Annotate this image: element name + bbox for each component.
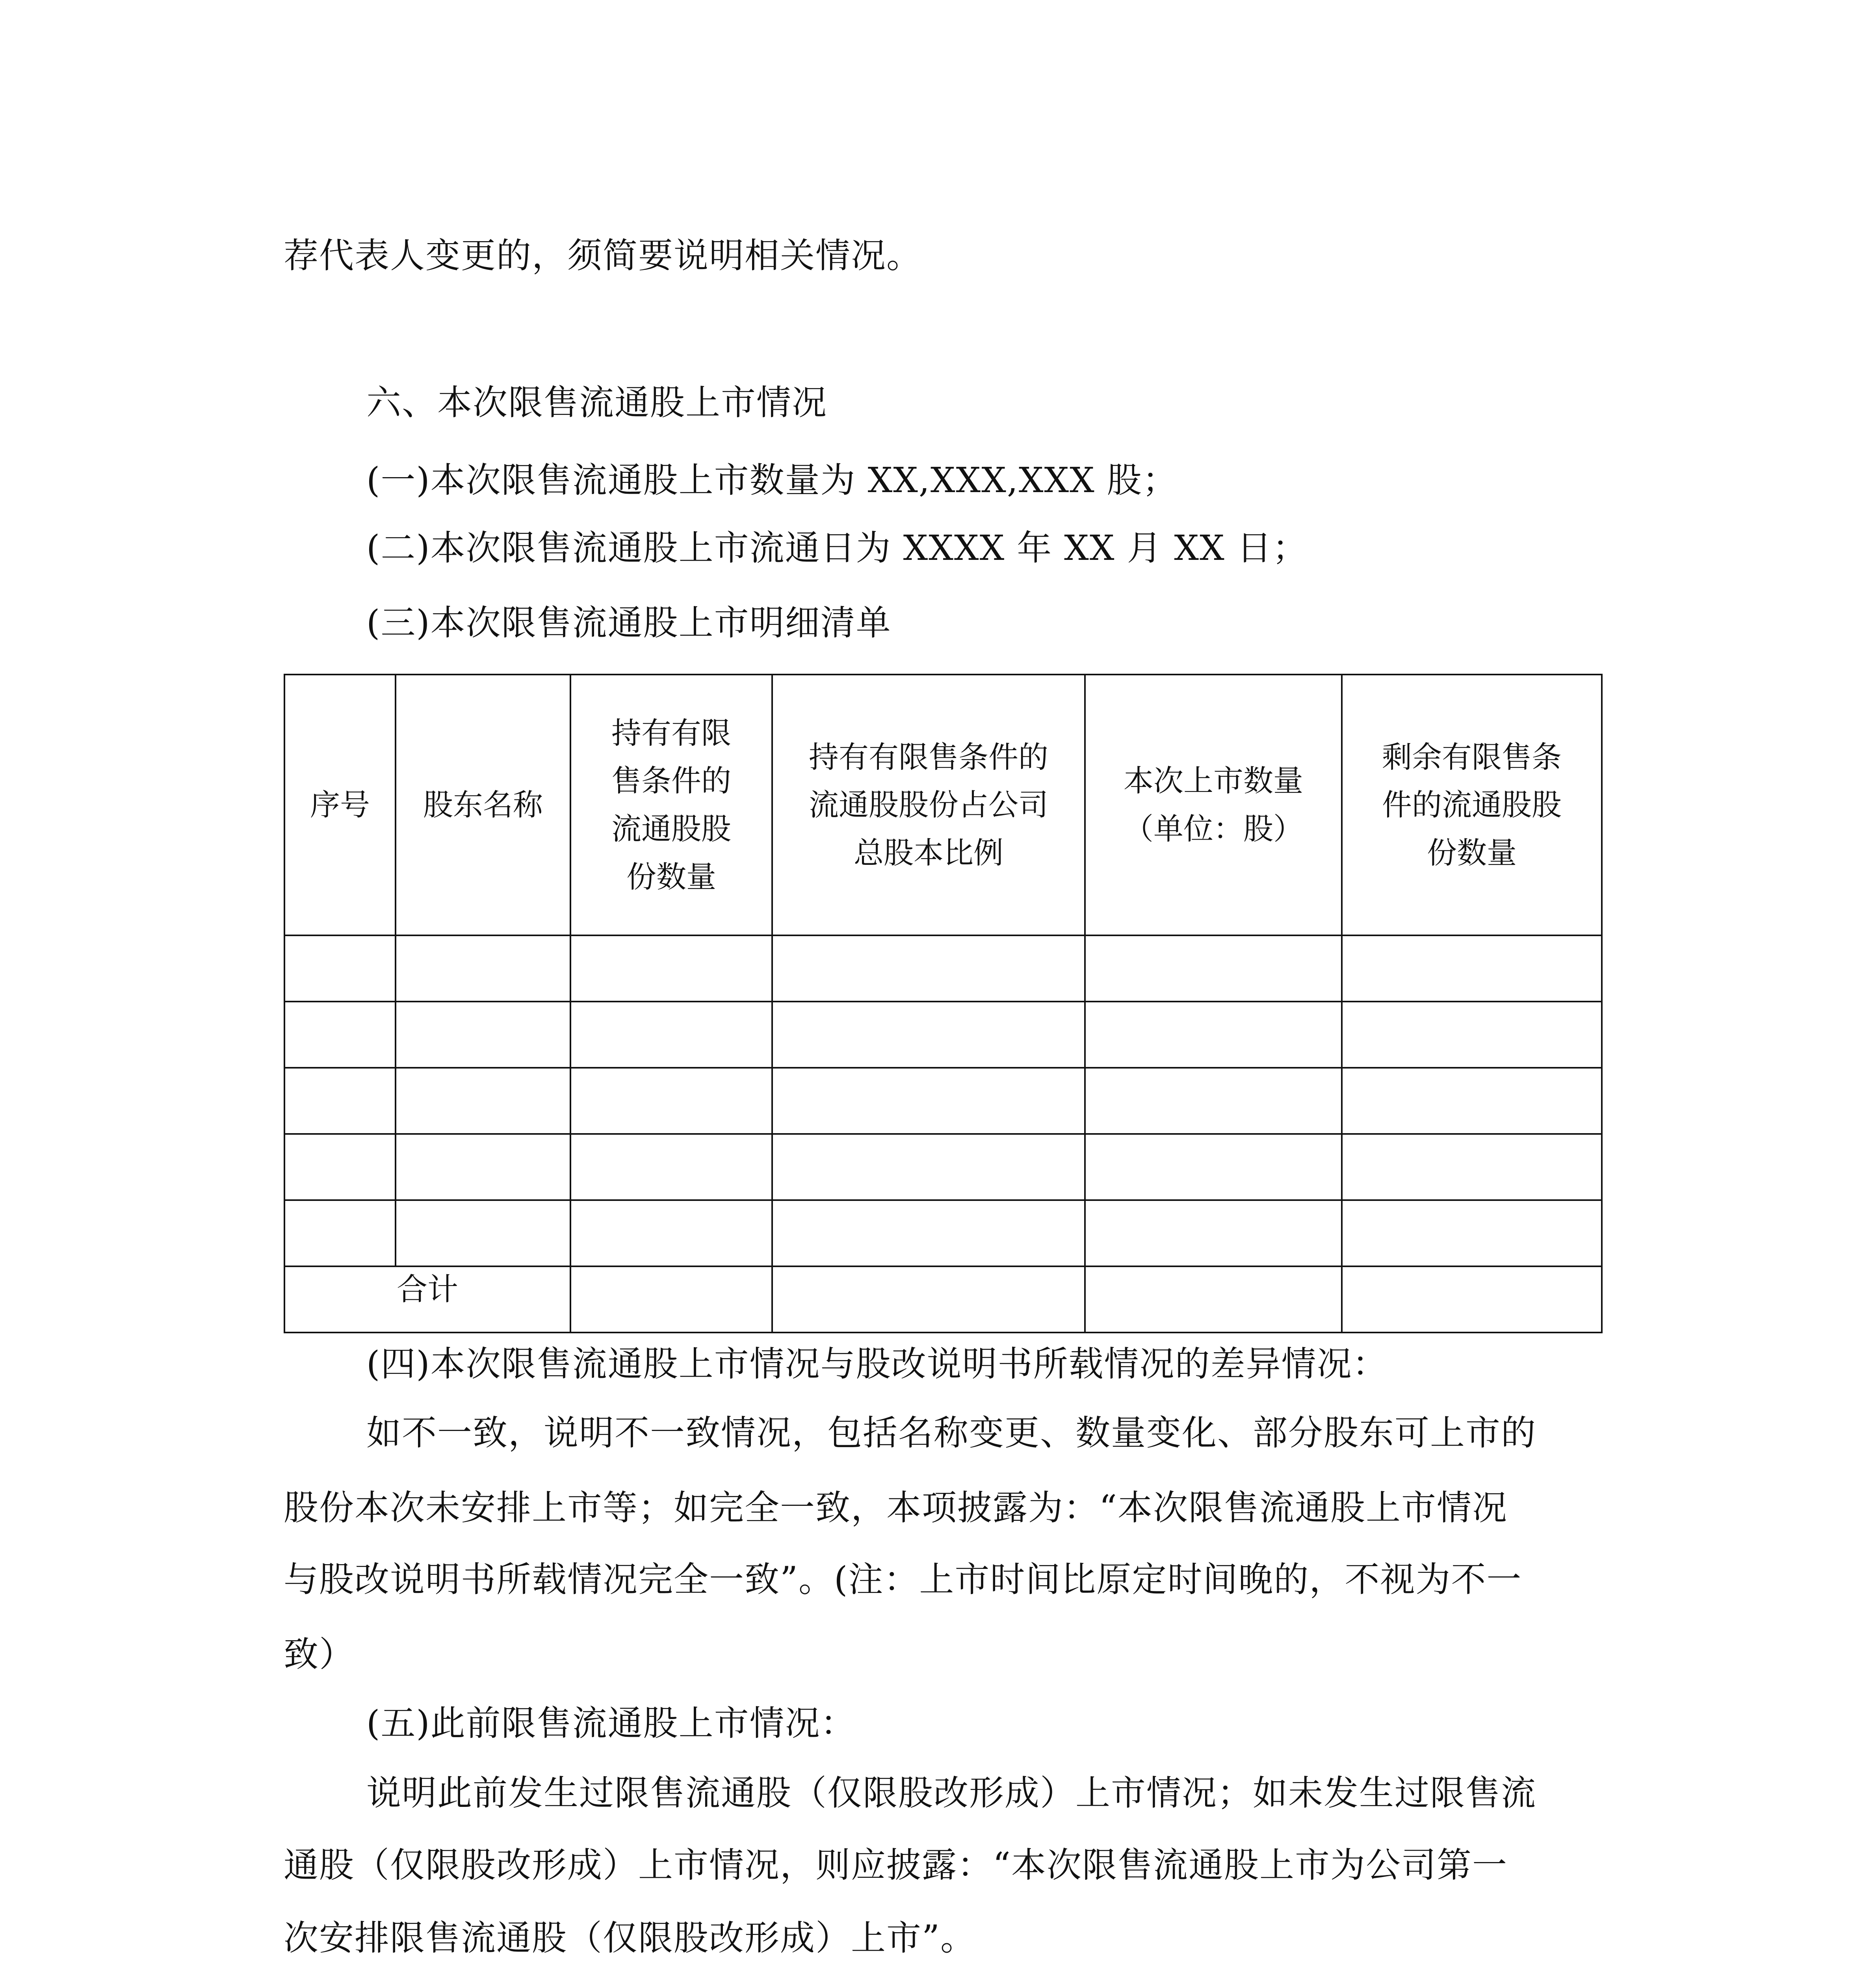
paragraph-7: 股份本次未安排上市等；如完全一致，本项披露为：“本次限售流通股上市情况 [284, 1487, 1508, 1528]
table-row [284, 935, 1602, 1002]
section-6-heading: 六、本次限售流通股上市情况 [366, 382, 828, 423]
paragraph-12: 通股（仅限股改形成）上市情况，则应披露：“本次限售流通股上市为公司第一 [284, 1845, 1508, 1885]
header-restricted-shares: 持有有限 售条件的 流通股股 份数量 [570, 675, 772, 935]
table-row [284, 1068, 1602, 1134]
header-listing-quantity: 本次上市数量 （单位：股） [1085, 675, 1342, 935]
table-row [284, 1002, 1602, 1068]
section-6-item-1: (一)本次限售流通股上市数量为 XX,XXX,XXX 股； [366, 460, 1178, 500]
paragraph-6: 如不一致，说明不一致情况，包括名称变更、数量变化、部分股东可上市的 [366, 1412, 1537, 1453]
section-6-item-2: (二)本次限售流通股上市流通日为 XXXX 年 XX 月 XX 日； [366, 528, 1308, 568]
paragraph-9: 致） [284, 1634, 355, 1674]
paragraph-13: 次安排限售流通股（仅限股改形成）上市”。 [284, 1918, 976, 1958]
section-6-item-3: (三)本次限售流通股上市明细清单 [366, 602, 892, 643]
table-total-row [284, 1266, 1602, 1333]
table-row [284, 1200, 1602, 1266]
paragraph-11: 说明此前发生过限售流通股（仅限股改形成）上市情况；如未发生过限售流 [366, 1773, 1537, 1813]
paragraph-8: 与股改说明书所载情况完全一致”。(注：上市时间比原定时间晚的，不视为不一 [284, 1559, 1522, 1600]
paragraph-0: 荐代表人变更的，须简要说明相关情况。 [284, 235, 922, 276]
header-remaining-restricted: 剩余有限售条 件的流通股股 份数量 [1342, 675, 1602, 935]
section-6-item-4: (四)本次限售流通股上市情况与股改说明书所载情况的差异情况： [366, 1344, 1388, 1384]
table-row [284, 1134, 1602, 1200]
total-label: 合计 [284, 1266, 570, 1333]
header-shareholder-name: 股东名称 [396, 675, 570, 935]
header-serial-number: 序号 [284, 675, 396, 935]
listing-detail-table [284, 674, 1603, 1333]
section-6-item-5: (五)此前限售流通股上市情况： [366, 1703, 856, 1743]
header-share-ratio: 持有有限售条件的 流通股股份占公司 总股本比例 [772, 675, 1085, 935]
